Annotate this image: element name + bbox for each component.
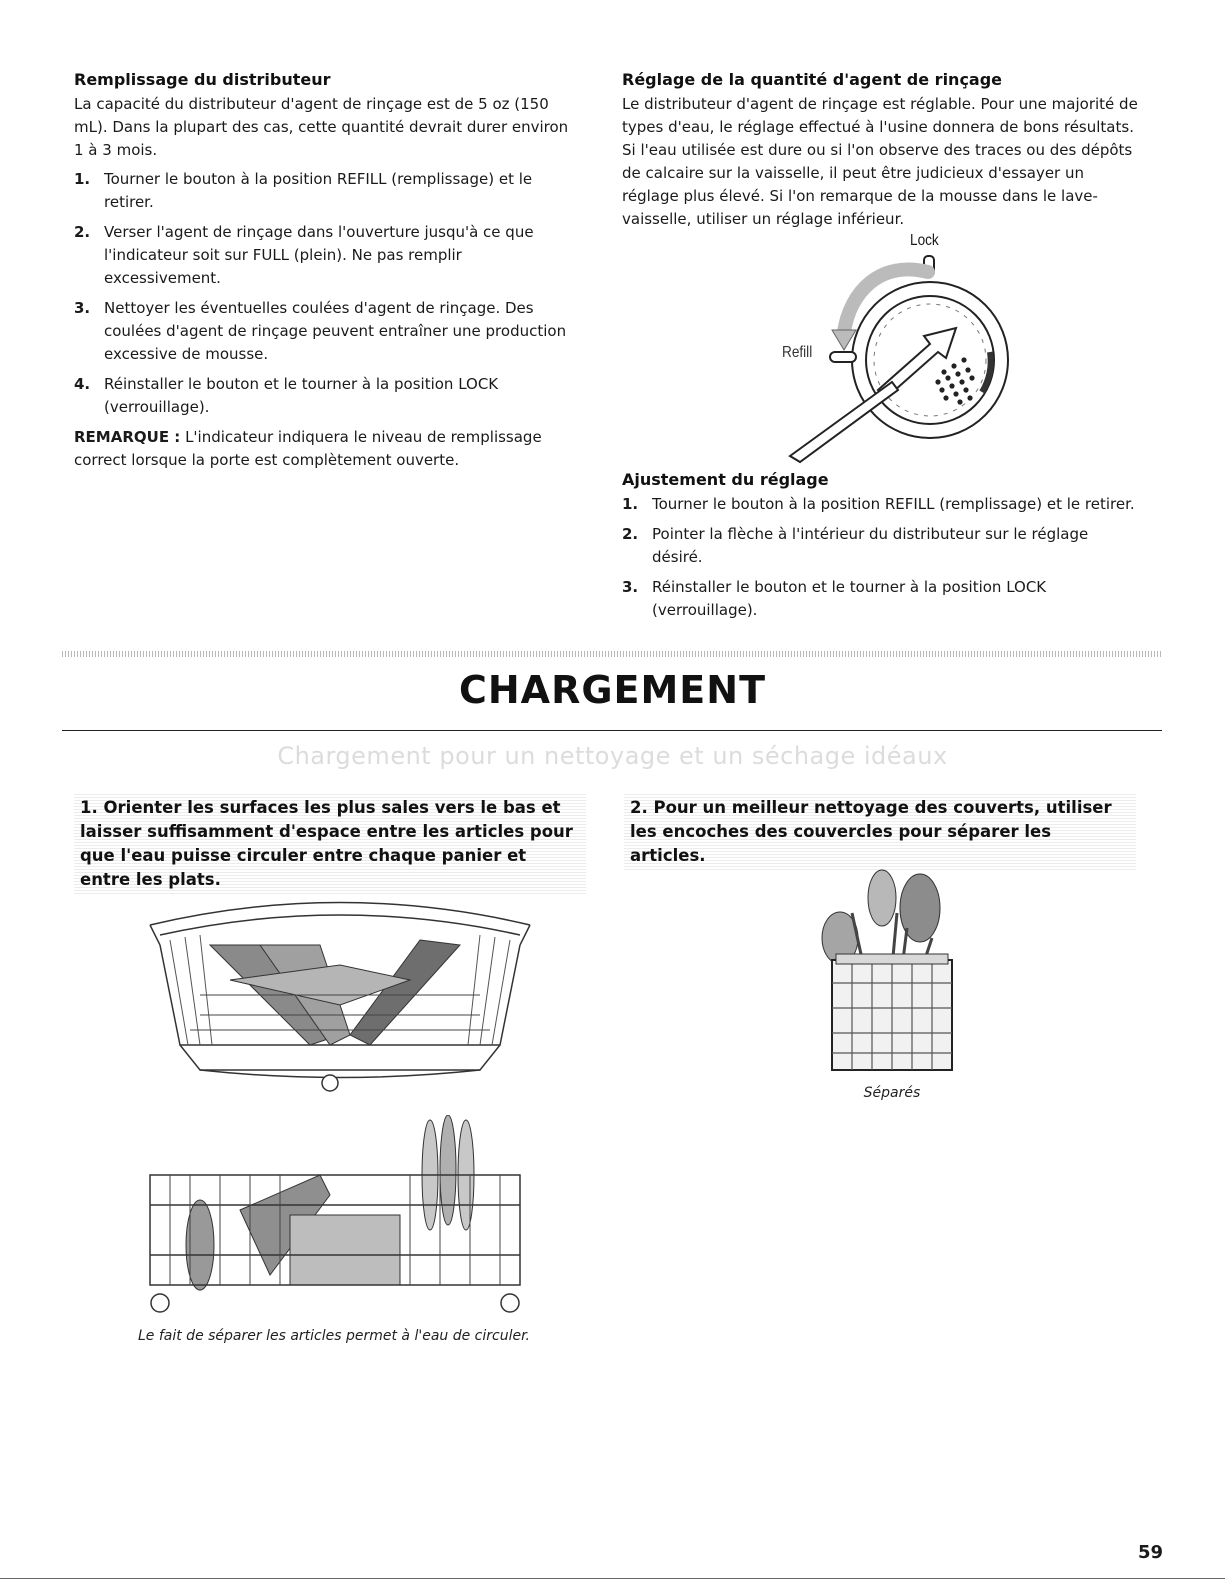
- upper-rack-illustration: [140, 885, 540, 1095]
- adjust-step: [622, 576, 1142, 622]
- step-text: Pointer la flèche à l'intérieur du distributeur sur le réglage désiré.: [652, 525, 1089, 566]
- lock-label: Lock: [910, 232, 939, 249]
- right-column: [622, 70, 1142, 237]
- refill-step: [74, 168, 574, 214]
- section-heading-refill: Remplissage du distributeur: [74, 70, 331, 89]
- step-text: Tourner le bouton à la position REFILL (remplissage) et le retirer.: [652, 495, 1135, 513]
- step-number: 1.: [622, 495, 639, 513]
- adjust-step: [622, 493, 1142, 516]
- left-column: [74, 70, 574, 478]
- dotted-divider: [62, 651, 1162, 657]
- section-heading-adjust-amount: Réglage de la quantité d'agent de rinçage: [622, 70, 1003, 89]
- dispenser-dial-diagram: [760, 232, 1020, 464]
- refill-step: [74, 221, 574, 290]
- silverware-basket-illustration: [812, 868, 972, 1080]
- step-text: Verser l'agent de rinçage dans l'ouverture jusqu'à ce que l'indicateur soit sur FULL (plein). Ne pas remplir excessivement.: [104, 223, 534, 287]
- step-text: Tourner le bouton à la position REFILL (remplissage) et le retirer.: [104, 170, 533, 211]
- note-label: REMARQUE :: [74, 428, 181, 446]
- step-number: 2.: [74, 223, 91, 241]
- basket-caption: Séparés: [863, 1085, 921, 1101]
- racks-caption: Le fait de séparer les articles permet à l'eau de circuler.: [137, 1328, 531, 1344]
- step-number: 4.: [74, 375, 91, 393]
- lower-rack-illustration: [130, 1115, 530, 1325]
- lower-rack-drawing: [130, 1115, 530, 1325]
- step-text: Réinstaller le bouton et le tourner à la position LOCK (verrouillage).: [104, 375, 499, 416]
- bottom-rule: [0, 1578, 1225, 1579]
- section-title: CHARGEMENT: [458, 668, 766, 712]
- title-rule: [62, 730, 1162, 731]
- refill-steps: [74, 168, 574, 419]
- refill-note: [74, 426, 574, 472]
- refill-step: [74, 373, 574, 419]
- adjust-settings-block: [622, 470, 1142, 629]
- refill-label: Refill: [782, 344, 813, 361]
- adjust-step: [622, 523, 1142, 569]
- step-number: 2.: [622, 525, 639, 543]
- refill-intro: La capacité du distributeur d'agent de rinçage est de 5 oz (150 mL). Dans la plupart des cas, cette quantité devrait durer environ 1 à 3 mois.: [74, 95, 569, 159]
- section-heading-adjust-setting: Ajustement du réglage: [622, 470, 829, 489]
- page-number: 59: [1137, 1542, 1163, 1563]
- loading-tip-2: 2. Pour un meilleur nettoyage des couverts, utiliser les encoches des couvercles pour séparer les articles.: [624, 794, 1136, 870]
- note-text: L'indicateur indiquera le niveau de remplissage correct lorsque la porte est complètement ouverte.: [74, 428, 542, 469]
- step-text: Nettoyer les éventuelles coulées d'agent de rinçage. Des coulées d'agent de rinçage peuvent entraîner une production excessive de mousse.: [104, 299, 567, 363]
- loading-tip-1: 1. Orienter les surfaces les plus sales vers le bas et laisser suffisamment d'espace entre les articles pour que l'eau puisse circuler entre chaque panier et entre les plats.: [74, 794, 586, 894]
- section-subtitle: Chargement pour un nettoyage et un séchage idéaux: [277, 742, 948, 770]
- step-text: Réinstaller le bouton et le tourner à la position LOCK (verrouillage).: [652, 578, 1047, 619]
- step-number: 1.: [74, 170, 91, 188]
- step-number: 3.: [622, 578, 639, 596]
- step-number: 3.: [74, 299, 91, 317]
- adjust-amount-intro: Le distributeur d'agent de rinçage est réglable. Pour une majorité de types d'eau, le réglage effectué à l'usine donnera de bons résultats. Si l'eau utilisée est dure ou si l'on observe des traces ou des dépôts de calcaire sur la vaisselle, il peut être judicieux d'essayer un réglage plus élevé. Si l'on remarque de la mousse dans le lave-vaisselle, utiliser un réglage inférieur.: [622, 95, 1138, 228]
- adjust-steps: [622, 493, 1142, 622]
- refill-step: [74, 297, 574, 366]
- upper-rack-drawing: [140, 885, 540, 1095]
- silverware-basket-drawing: [812, 868, 972, 1080]
